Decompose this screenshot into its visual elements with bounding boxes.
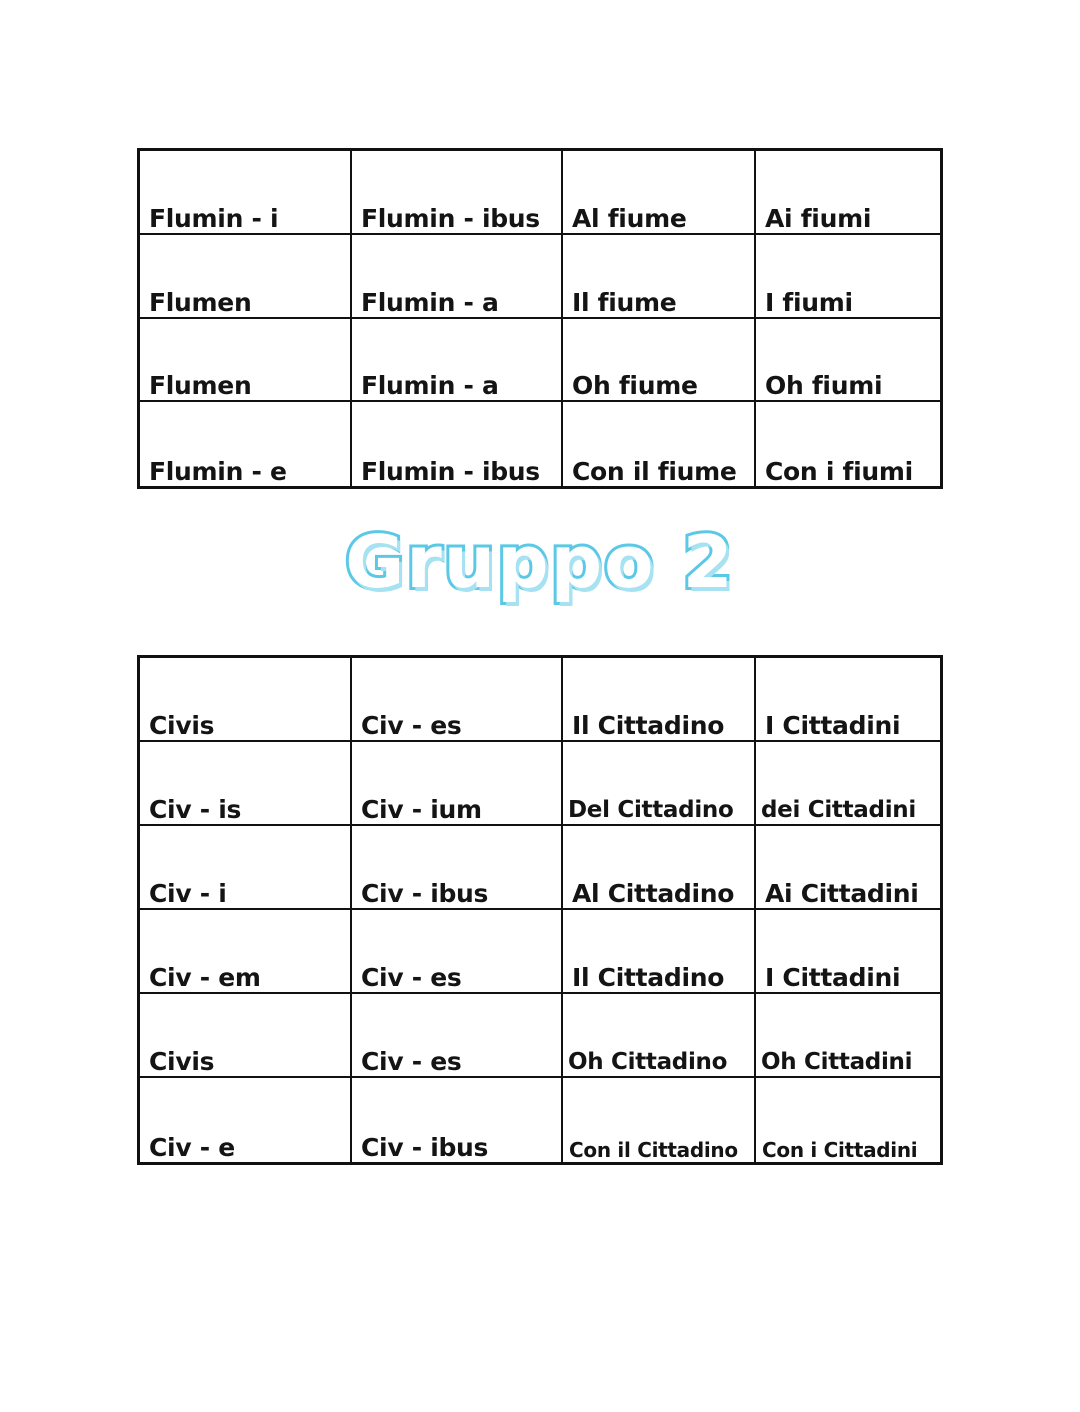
table-cell: Ai Cittadini	[756, 826, 940, 910]
table-cell: Flumen	[140, 235, 352, 319]
table-cell: Civ - es	[352, 658, 563, 742]
table-cell: I fiumi	[756, 235, 940, 319]
table-cell: Con il Cittadino	[563, 1078, 756, 1162]
table-cell: Civ - is	[140, 742, 352, 826]
table-cell: Il fiume	[563, 235, 756, 319]
table-cell: Oh fiumi	[756, 319, 940, 403]
table-cell: Civ - ibus	[352, 1078, 563, 1162]
table-cell: Al Cittadino	[563, 826, 756, 910]
table-cell: Oh Cittadino	[563, 994, 756, 1078]
table-cell: Con il fiume	[563, 402, 756, 486]
table-cell: Il Cittadino	[563, 910, 756, 994]
table-cell: Con i fiumi	[765, 457, 913, 486]
table-cell: Con i Cittadini	[762, 1138, 918, 1162]
table-cell: Del Cittadino	[563, 742, 756, 826]
table-cell: Oh Cittadini	[756, 994, 940, 1078]
table-cell: Civ - es	[352, 910, 563, 994]
table-cell: Al fiume	[563, 151, 756, 235]
table-cell: Civ - e	[140, 1078, 352, 1162]
table-cell: Civ - es	[352, 994, 563, 1078]
table-cell: Flumen	[140, 319, 352, 403]
table-cell: Oh fiume	[563, 319, 756, 403]
table-cell: Flumin - e	[140, 402, 352, 486]
table-cell: Civ - i	[140, 826, 352, 910]
table-cell: I Cittadini	[756, 658, 940, 742]
table-cell: Civ - ibus	[352, 826, 563, 910]
table-cell: Civ - em	[140, 910, 352, 994]
table-cell: Flumin - ibus	[352, 402, 563, 486]
table-cell: Flumin - ibus	[352, 151, 563, 235]
table-cell: dei Cittadini	[756, 742, 940, 826]
table-cell: Flumin - i	[140, 151, 352, 235]
table-cell: Civis	[140, 658, 352, 742]
table-cell: I Cittadini	[756, 910, 940, 994]
table-cell: Il Cittadino	[563, 658, 756, 742]
section-title: Gruppo 2	[345, 520, 735, 604]
table-cell: Flumin - a	[352, 319, 563, 403]
declension-table-flumen	[137, 148, 943, 489]
table-cell: Civ - ium	[352, 742, 563, 826]
table-cell: Civis	[140, 994, 352, 1078]
declension-table-civis	[137, 655, 943, 1165]
table-cell: Flumin - a	[352, 235, 563, 319]
table-cell: Ai fiumi	[756, 151, 940, 235]
